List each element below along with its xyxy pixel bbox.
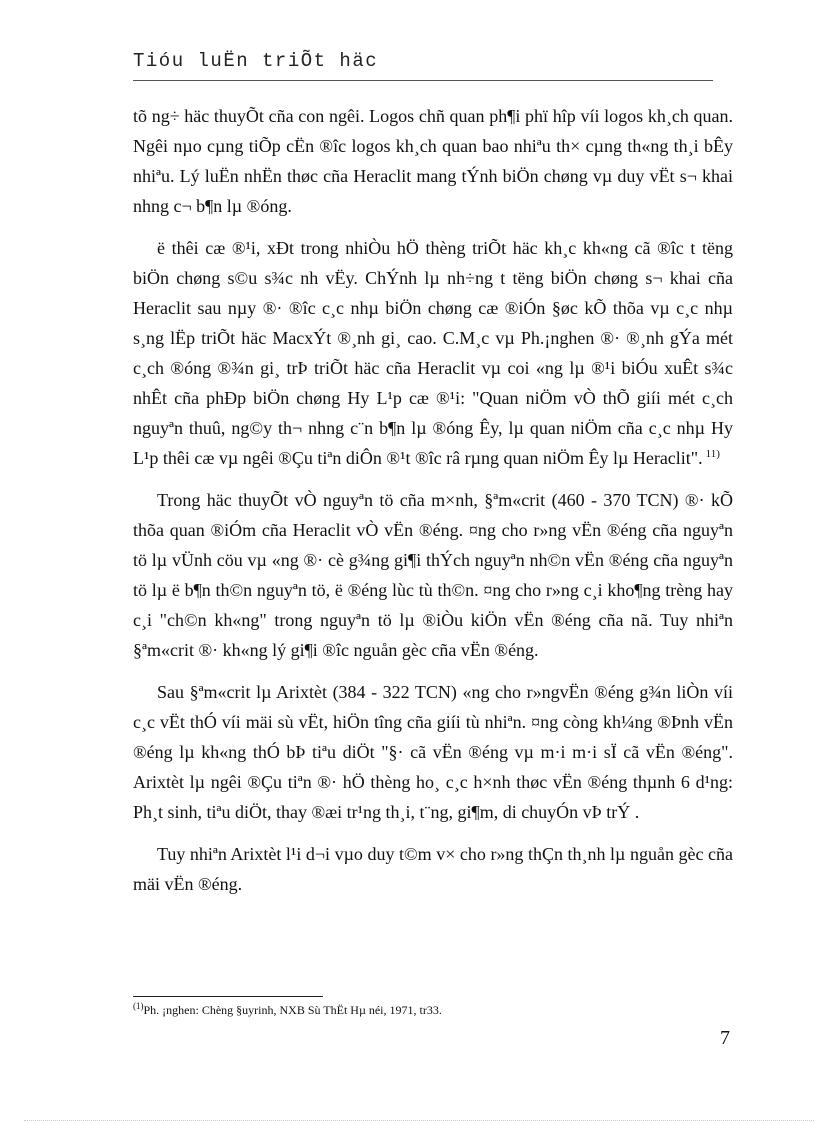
reference-marker: 11) [705, 448, 720, 460]
paragraph-2-text: ë thêi cæ ®¹i, xÐt trong nhiÒu hÖ thèng triÕt häc kh¸c kh«ng cã ®îc t tëng biÖn chøng s©u s¾c nh vËy. ChÝnh lµ nh÷ng t tëng biÖn chøng s¬ khai cña Heraclit sau nµy ®· ®îc c¸c nhµ biÖn chøng cæ ®iÓn §øc kÕ thõa vµ c¸c nhµ s¸ng lËp triÕt häc MacxÝt ®¸nh gi¸ cao. C.M¸c vµ Ph.¡nghen ®· ®¸nh gÝa mét c¸ch ®óng ®¾n gi¸ trÞ triÕt häc cña Heraclit vµ coi «ng lµ ®¹i biÓu xuÊt s¾c nhÊt cña phÐp biÖn chøng Hy L¹p cæ ®¹i: "Quan niÖm vÒ thÕ giíi mét c¸ch nguyªn thuû, ng©y th¬ nhng c¨n b¶n lµ ®óng Êy, lµ quan niÖm cña c¸c nhµ Hy L¹p thêi cæ vµ ngêi ®Çu tiªn diÔn ®¹t ®îc râ rµng quan niÖm Êy lµ Heraclit". [133, 238, 733, 468]
header-divider [133, 80, 713, 81]
paragraph-1: tõ ng÷ häc thuyÕt cña con ngêi. Logos chñ quan ph¶i phï hîp víi logos kh¸ch quan. Ngêi nµo cµng tiÕp cËn ®îc logos kh¸ch quan bao nhiªu th× cµng th«ng th¸i bÊy nhiªu. Lý luËn nhËn thøc cña Heraclit mang tÝnh biÖn chøng vµ duy vËt s¬ khai nhng c¬ b¶n lµ ®óng. [133, 106, 733, 216]
body-text [133, 101, 733, 911]
paragraph-4: Sau §ªm«crit lµ Arixtèt (384 - 322 TCN) «ng cho r»ngvËn ®éng g¾n liÒn víi c¸c vËt thÓ víi mäi sù vËt, hiÖn tîng cña giíi tù nhiªn. ¤ng còng kh¼ng ®Þnh vËn ®éng lµ kh«ng thÓ bÞ tiªu diÖt "§· cã vËn ®éng vµ m·i m·i sÏ cã vËn ®éng". Arixtèt lµ ngêi ®Çu tiªn ®· hÖ thèng ho¸ c¸c h×nh thøc vËn ®éng thµnh 6 d¹ng: Ph¸t sinh, tiªu diÖt, thay ®æi tr¹ng th¸i, t¨ng, gi¶m, di chuyÓn vÞ trÝ . [133, 682, 733, 822]
page-number: 7 [720, 1027, 730, 1049]
paragraph-2 [133, 233, 733, 473]
running-header: Tióu luËn triÕt häc [133, 50, 379, 72]
footnote-text: Ph. ¡nghen: Chèng §uyrinh, NXB Sù ThËt Hµ néi, 1971, tr33. [143, 1003, 442, 1017]
footnote-divider [133, 996, 323, 997]
paragraph-3: Trong häc thuyÕt vÒ nguyªn tö cña m×nh, §ªm«crit (460 - 370 TCN) ®· kÕ thõa quan ®iÓm cña Heraclit vÒ vËn ®éng. ¤ng cho r»ng vËn ®éng cña nguyªn tö lµ vÜnh cöu vµ «ng ®· cè g¾ng gi¶i thÝch nguyªn nh©n vËn ®éng cña nguyªn tö lµ ë b¶n th©n nguyªn tö, ë ®éng lùc tù th©n. ¤ng cho r»ng c¸i kho¶ng trèng hay c¸i "ch©n kh«ng" trong nguyªn tö lµ ®iÒu kiÖn vËn ®éng cña nã. Tuy nhiªn §ªm«crit ®· kh«ng lý gi¶i ®îc nguån gèc cña vËn ®éng. [133, 490, 733, 660]
footnote [133, 1003, 723, 1018]
paragraph-5: Tuy nhiªn Arixtèt l¹i d¬i vµo duy t©m v× cho r»ng thÇn th¸nh lµ nguån gèc cña mäi vËn ®éng. [133, 844, 733, 894]
page-bottom-edge [24, 1120, 814, 1121]
footnote-marker: (1) [133, 1001, 144, 1011]
